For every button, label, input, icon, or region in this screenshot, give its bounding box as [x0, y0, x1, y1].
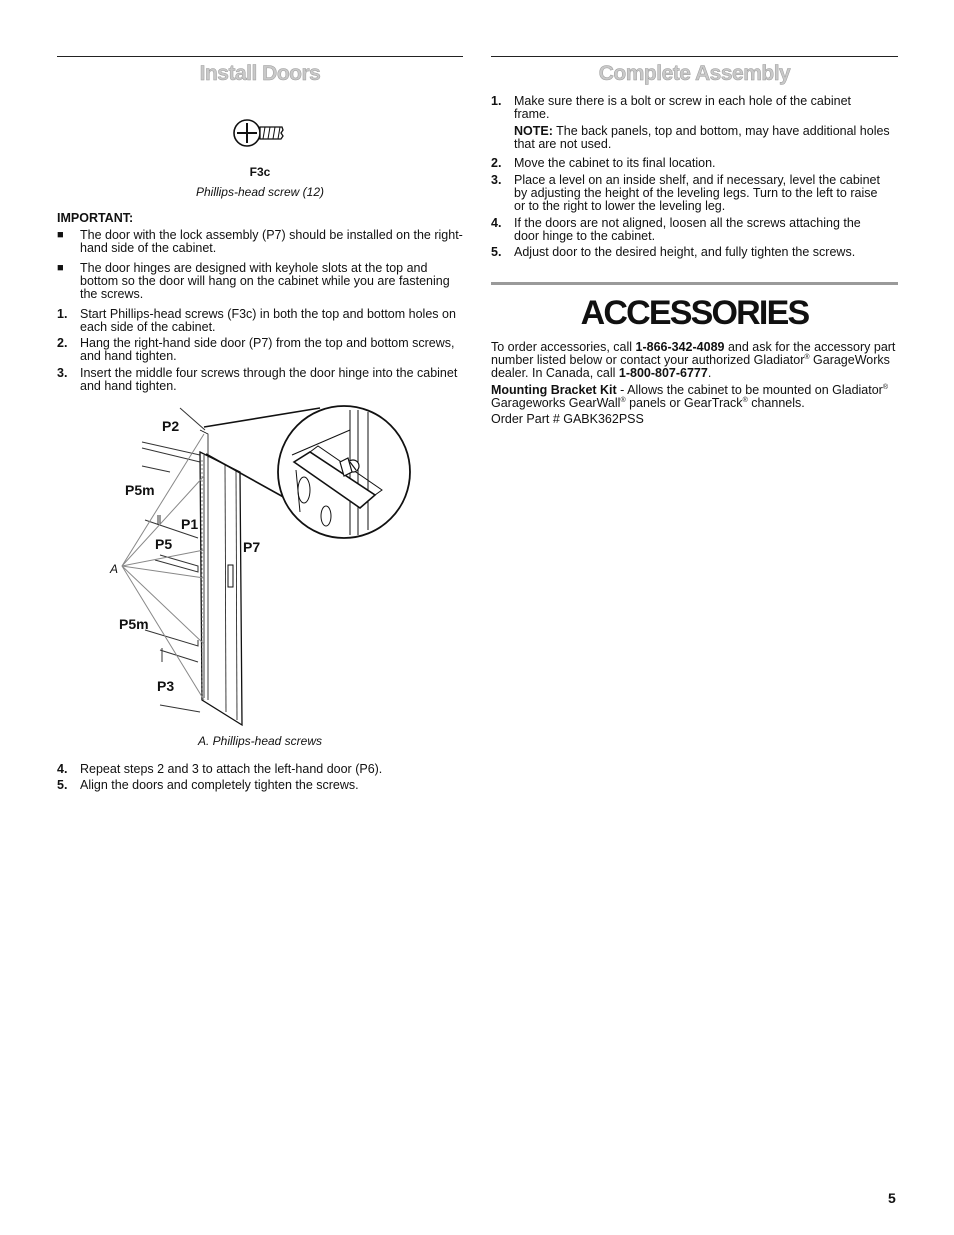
registered-mark: ®	[620, 397, 626, 404]
bullet-text: The door hinges are designed with keyhole slots at the top and bottom so the door will hang on the cabinet while you are fastening the screws.	[80, 261, 450, 301]
registered-mark: ®	[882, 384, 889, 391]
phillips-screw-icon	[232, 116, 286, 150]
step-number: 1.	[57, 307, 68, 321]
accessories-divider	[491, 282, 898, 285]
assembly-step-2	[491, 157, 889, 170]
step-text: Move the cabinet to its final location.	[514, 156, 716, 170]
order-text-mid: and ask for the accessory part number listed below or contact your authorized Gladiator	[491, 340, 896, 367]
accessories-order-text	[491, 341, 897, 380]
install-step-5	[57, 779, 463, 792]
step-number: 1.	[491, 94, 502, 108]
screw-label: F3c	[249, 165, 271, 179]
bullet-square-icon: ■	[57, 262, 64, 274]
door-installation-figure	[100, 400, 420, 730]
install-step-4	[57, 763, 463, 776]
phone-us: 1-866-342-4089	[635, 340, 725, 354]
step-text: Hang the right-hand side door (P7) from the top and bottom screws, and hand tighten.	[80, 336, 455, 363]
bullet-text: The door with the lock assembly (P7) should be installed on the right-hand side of the cabinet.	[80, 228, 463, 255]
registered-mark: ®	[742, 397, 748, 404]
note-text: The back panels, top and bottom, may have additional holes that are not used.	[514, 124, 890, 151]
step-text: Place a level on an inside shelf, and if necessary, level the cabinet by adjusting the height of the leveling legs. Turn to the left to raise or to the right to lower the leveling leg.	[514, 173, 880, 213]
note-label: NOTE:	[514, 124, 553, 138]
step-text: Make sure there is a bolt or screw in each hole of the cabinet frame.	[514, 94, 851, 121]
step-number: 2.	[57, 336, 68, 350]
step-text: Align the doors and completely tighten the screws.	[80, 778, 359, 792]
step-text: Adjust door to the desired height, and fully tighten the screws.	[514, 245, 856, 259]
left-top-rule	[57, 56, 463, 57]
step-number: 5.	[491, 245, 502, 259]
label-p7: P7	[243, 539, 261, 555]
step-number: 3.	[57, 366, 68, 380]
order-text-end: .	[707, 366, 712, 380]
label-p3: P3	[157, 678, 175, 694]
important-label: IMPORTANT:	[57, 211, 134, 225]
kit-desc-2: Garageworks GearWall	[491, 396, 621, 410]
kit-desc-3: panels or GearTrack	[625, 396, 743, 410]
label-p5m-bottom: P5m	[119, 616, 149, 632]
install-step-3	[57, 367, 463, 393]
right-top-rule	[491, 56, 898, 57]
order-text-pre: To order accessories, call	[491, 340, 636, 354]
kit-name: Mounting Bracket Kit	[491, 383, 617, 397]
assembly-step-1	[491, 95, 889, 121]
order-text-mid2: GarageWorks dealer. In Canada, call	[491, 353, 890, 380]
label-p5m-top: P5m	[125, 482, 155, 498]
bullet-square-icon: ■	[57, 229, 64, 241]
assembly-step-4	[491, 217, 889, 243]
important-bullet-2	[57, 262, 463, 301]
complete-assembly-heading: Complete Assembly	[598, 62, 791, 85]
assembly-step-5	[491, 246, 889, 259]
step-number: 3.	[491, 173, 502, 187]
step-text: Start Phillips-head screws (F3c) in both the top and bottom holes on each side of the cabinet.	[80, 307, 456, 334]
figure-caption: A. Phillips-head screws	[197, 734, 323, 748]
kit-desc-4: channels.	[747, 396, 805, 410]
label-p5: P5	[155, 536, 173, 552]
step-text: Insert the middle four screws through the door hinge into the cabinet and hand tighten.	[80, 366, 458, 393]
step-text: Repeat steps 2 and 3 to attach the left-hand door (P6).	[80, 762, 383, 776]
install-doors-heading: Install Doors	[199, 62, 321, 85]
step-number: 5.	[57, 778, 68, 792]
label-a: A	[110, 562, 119, 576]
label-p2: P2	[162, 418, 180, 434]
order-part-number: Order Part # GABK362PSS	[491, 412, 644, 426]
kit-desc-1: - Allows the cabinet to be mounted on Gladiator	[616, 383, 883, 397]
assembly-note	[514, 125, 892, 151]
mounting-bracket-kit	[491, 384, 897, 410]
step-number: 4.	[491, 216, 502, 230]
page-number: 5	[888, 1190, 896, 1206]
step-number: 4.	[57, 762, 68, 776]
assembly-step-3	[491, 174, 889, 213]
registered-mark: ®	[804, 354, 810, 361]
important-bullet-1	[57, 229, 463, 255]
install-step-1	[57, 308, 463, 334]
accessories-heading: ACCESSORIES	[580, 294, 809, 332]
phone-ca: 1-800-807-6777	[618, 366, 708, 380]
step-text: If the doors are not aligned, loosen all the screws attaching the door hinge to the cabinet.	[514, 216, 861, 243]
step-number: 2.	[491, 156, 502, 170]
install-step-2	[57, 337, 463, 363]
screw-caption: Phillips-head screw (12)	[195, 185, 325, 199]
label-p1: P1	[181, 516, 199, 532]
